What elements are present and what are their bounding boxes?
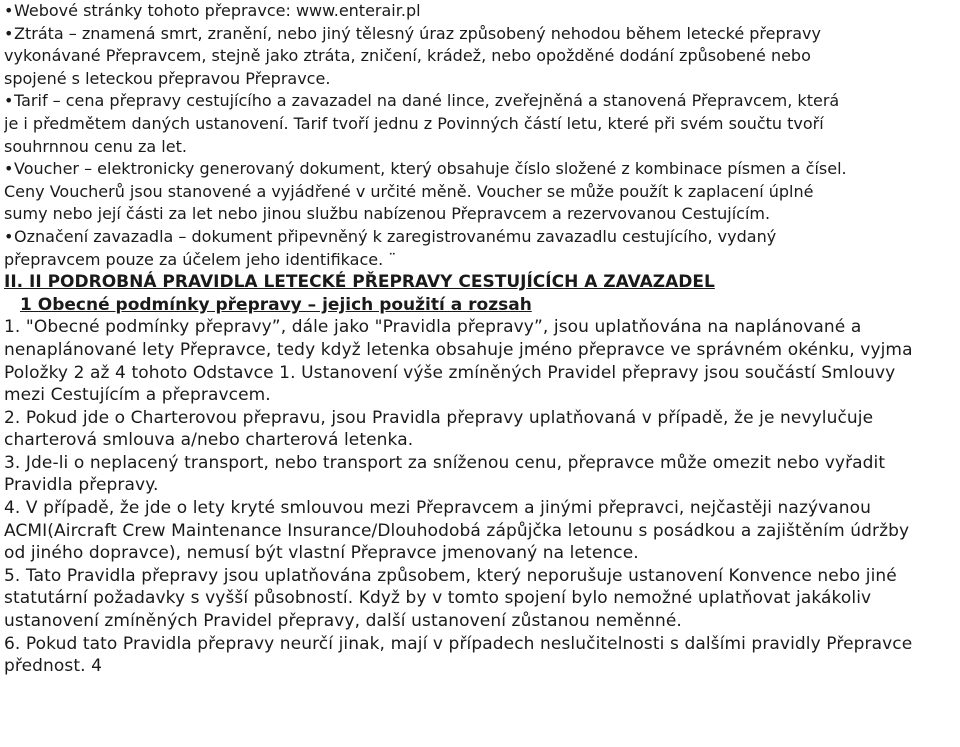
text-line: od jiného dopravce), nemusí být vlastní Přepravce jmenovaný na letence. bbox=[4, 543, 639, 564]
rule-paragraph-1 bbox=[4, 316, 956, 406]
text-line: ustanovení zmíněných Pravidel přepravy, další ustanovení zůstanou neměnné. bbox=[4, 611, 682, 632]
text-line: Pravidla přepravy. bbox=[4, 475, 159, 496]
rule-paragraph-5 bbox=[4, 565, 956, 633]
text-line: ACMI(Aircraft Crew Maintenance Insurance/Dlouhodobá zápůjčka letounu s posádkou a zajištěním údržby bbox=[4, 520, 910, 541]
bullet-icon: • bbox=[4, 1, 14, 20]
definition-item-tariff bbox=[4, 90, 956, 158]
text-line: Položky 2 až 4 tohoto Odstavce 1. Ustanovení výše zmíněných Pravidel přepravy jsou součástí Smlouvy bbox=[4, 362, 896, 383]
text-line: sumy nebo její části za let nebo jinou službu nabízenou Přepravcem a rezervovanou Cestujícím. bbox=[4, 204, 771, 224]
text-line: přepravcem pouze za účelem jeho identifikace. ¨ bbox=[4, 249, 397, 269]
text-line: 2. Pokud jde o Charterovou přepravu, jsou Pravidla přepravy uplatňovaná v případě, že je nevylučuje bbox=[4, 407, 874, 428]
subsection-heading: 1 Obecné podmínky přepravy – jejich použití a rozsah bbox=[20, 294, 532, 315]
text-line: •Voucher – elektronicky generovaný dokument, který obsahuje číslo složené z kombinace písmen a čísel. bbox=[4, 158, 956, 181]
rules-list bbox=[4, 316, 956, 678]
text-line: nenaplánované lety Přepravce, tedy když letenka obsahuje jméno přepravce ve správném okénku, vyjma bbox=[4, 339, 913, 360]
definition-item-loss bbox=[4, 23, 956, 91]
rule-paragraph-6 bbox=[4, 633, 956, 678]
text-line: •Tarif – cena přepravy cestujícího a zavazadel na dané lince, zveřejněná a stanovená Přepravcem, která bbox=[4, 90, 956, 113]
text-line: je i předmětem daných ustanovení. Tarif tvoří jednu z Povinných částí letu, které při svém součtu tvoří bbox=[4, 113, 824, 133]
text-line: 5. Tato Pravidla přepravy jsou uplatňována způsobem, který neporušuje ustanovení Konvence nebo jiné bbox=[4, 565, 897, 586]
bullet-icon: • bbox=[4, 226, 14, 246]
text-line: •Webové stránky tohoto přepravce: www.enterair.pl bbox=[4, 0, 956, 23]
text-line: 4. V případě, že jde o lety kryté smlouvou mezi Přepravcem a jinými přepravci, nejčastěji nazývanou bbox=[4, 498, 872, 519]
definition-item-website bbox=[4, 0, 956, 23]
text-line: statutární požadavky s vyšší působností. Když by v tomto spojení bylo nemožné uplatňovat jakákoliv bbox=[4, 588, 872, 609]
text-line: •Ztráta – znamená smrt, zranění, nebo jiný tělesný úraz způsobený nehodou během letecké přepravy bbox=[4, 23, 956, 46]
text-line: spojené s leteckou přepravou Přepravce. bbox=[4, 68, 331, 88]
rule-paragraph-2 bbox=[4, 407, 956, 452]
definition-item-baggage-tag bbox=[4, 226, 956, 271]
text-line: Ceny Voucherů jsou stanovené a vyjádřené v určité měně. Voucher se může použít k zaplacení úplné bbox=[4, 181, 814, 201]
rule-paragraph-3 bbox=[4, 452, 956, 497]
text-line: •Označení zavazadla – dokument připevněný k zaregistrovanému zavazadlu cestujícího, vydaný bbox=[4, 226, 956, 249]
bullet-icon: • bbox=[4, 23, 14, 43]
text-line: 3. Jde-li o neplacený transport, nebo transport za sníženou cenu, přepravce může omezit nebo vyřadit bbox=[4, 452, 886, 473]
text-line: souhrnnou cenu za let. bbox=[4, 136, 187, 156]
rule-paragraph-4 bbox=[4, 497, 956, 565]
text-line: přednost. 4 bbox=[4, 656, 103, 677]
section-heading: II. II PODROBNÁ PRAVIDLA LETECKÉ PŘEPRAVY CESTUJÍCÍCH A ZAVAZADEL bbox=[4, 272, 715, 293]
text-line: 1. "Obecné podmínky přepravy”, dále jako "Pravidla přepravy”, jsou uplatňována na naplánované a bbox=[4, 317, 862, 338]
text-line: 6. Pokud tato Pravidla přepravy neurčí jinak, mají v případech neslučitelnosti s dalšími pravidly Přepravce bbox=[4, 633, 913, 654]
definition-list bbox=[4, 0, 956, 271]
text-line: charterová smlouva a/nebo charterová letenka. bbox=[4, 430, 414, 451]
definition-item-voucher bbox=[4, 158, 956, 226]
bullet-icon: • bbox=[4, 159, 14, 179]
text-line: mezi Cestujícím a přepravcem. bbox=[4, 385, 271, 406]
bullet-icon: • bbox=[4, 91, 14, 111]
text-line: vykonávané Přepravcem, stejně jako ztráta, zničení, krádež, nebo opožděné dodání způsobené nebo bbox=[4, 46, 811, 66]
